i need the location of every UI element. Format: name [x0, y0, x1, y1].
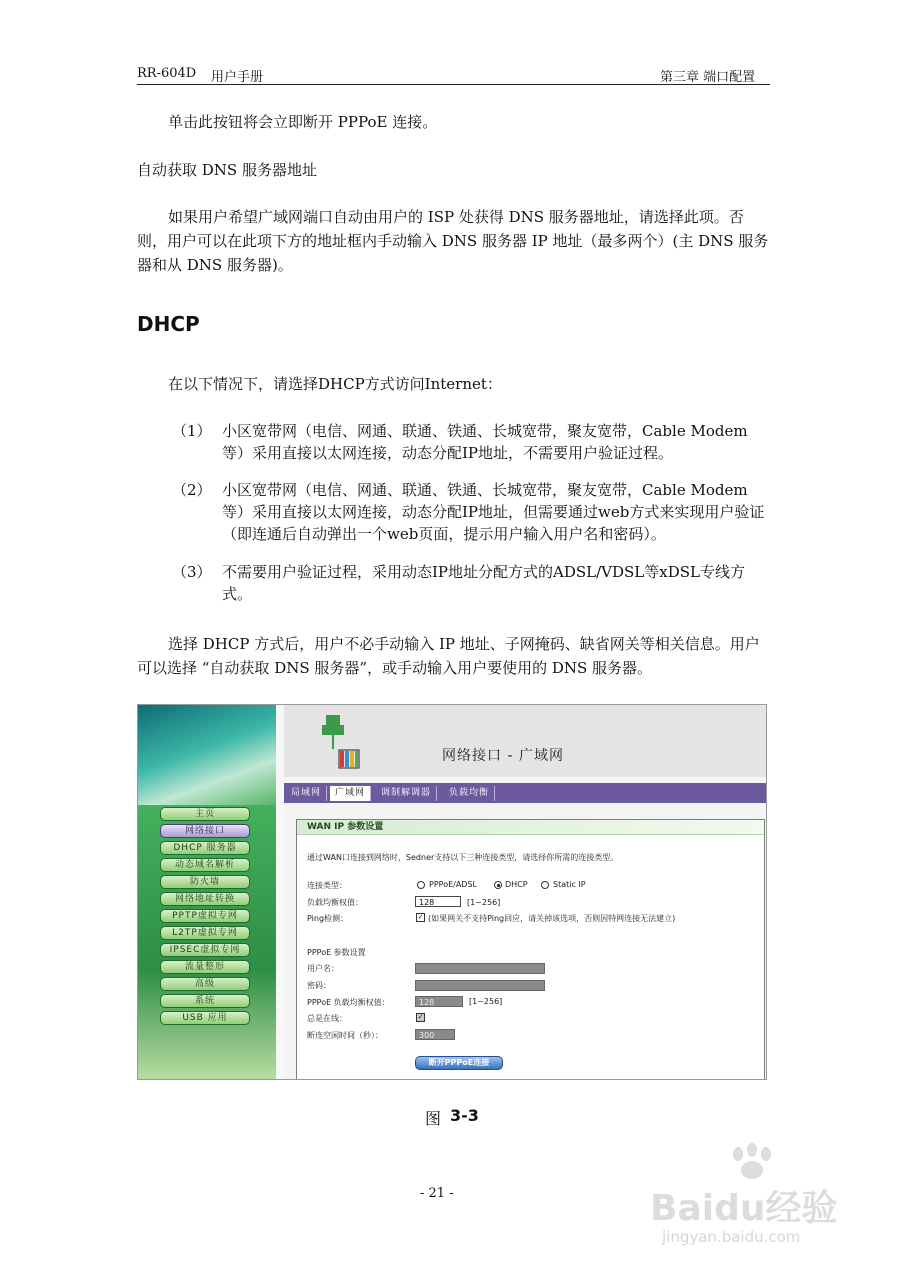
always-on-label: 总是在线：	[307, 1014, 347, 1023]
radio-dhcp-label: DHCP	[505, 880, 528, 889]
pppoe-weight-label: PPPoE 负载均衡权值：	[307, 998, 390, 1007]
radio-pppoe[interactable]	[417, 881, 425, 889]
list-number: （1）	[172, 422, 212, 440]
panel-title: WAN IP 参数设置	[297, 820, 764, 835]
radio-dhcp[interactable]	[494, 881, 502, 889]
sidebar-item-advanced[interactable]: 高级	[160, 977, 250, 991]
idle-time-input[interactable]: 300	[415, 1029, 455, 1040]
pppoe-weight-input[interactable]: 128	[415, 996, 463, 1007]
password-input[interactable]	[415, 980, 545, 991]
header-rule	[137, 84, 770, 85]
network-logo-icon	[320, 713, 360, 771]
tab-load-balance[interactable]: 负载均衡	[444, 786, 495, 801]
section-title-dhcp: DHCP	[137, 312, 200, 336]
sidebar-item-l2tp-vpn[interactable]: L2TP虚拟专网	[160, 926, 250, 940]
baidu-watermark	[640, 1140, 870, 1260]
list-number: （2）	[172, 481, 212, 499]
header-chapter: 第三章 端口配置	[660, 70, 756, 85]
figure-caption-prefix: 图	[425, 1109, 442, 1128]
password-label: 密码：	[307, 981, 331, 990]
radio-pppoe-label: PPPoE/ADSL	[429, 880, 477, 889]
sidebar	[138, 705, 276, 1079]
idle-time-label: 断连空闲时间（秒）：	[307, 1031, 383, 1040]
pppoe-weight-range: [1~256]	[469, 997, 503, 1006]
sidebar-item-ipsec-vpn[interactable]: IPSEC虚拟专网	[160, 943, 250, 957]
paragraph-dns: 如果用户希望广域网端口自动由用户的 ISP 处获得 DNS 服务器地址，请选择此项。否则，用户可以在此项下方的地址框内手动输入 DNS 服务器 IP 地址（最多两个）(主 DNS 服务器和从 DNS 服务器)。	[137, 208, 769, 274]
tab-lan[interactable]: 局域网	[286, 786, 327, 801]
ping-checkbox[interactable]: ✓	[417, 913, 424, 921]
list-item: 小区宽带网（电信、网通、联通、铁通、长城宽带，聚友宽带，Cable Modem等）采用直接以太网连接，动态分配IP地址，但需要通过web方式来实现用户验证（即连通后自动弹出一个web页面，提示用户输入用户名和密码）。	[222, 481, 765, 543]
panel-intro: 通过WAN口连接到网络时，Sedner支持以下三种连接类型，请选择你所需的连接类型。	[307, 853, 619, 862]
page-banner	[284, 705, 766, 777]
watermark-url: jingyan.baidu.com	[662, 1228, 801, 1246]
username-input[interactable]	[415, 963, 545, 974]
list-item: 不需要用户验证过程，采用动态IP地址分配方式的ADSL/VDSL等xDSL专线方式。	[222, 563, 745, 603]
tab-modem[interactable]: 调制解调器	[376, 786, 437, 801]
main-content	[284, 705, 766, 1079]
sidebar-item-traffic-shaping[interactable]: 流量整形	[160, 960, 250, 974]
figure-caption-number: 3-3	[450, 1106, 479, 1125]
router-ui-screenshot	[137, 704, 767, 1080]
sidebar-banner	[138, 705, 276, 805]
tab-wan[interactable]: 广域网	[330, 786, 371, 801]
list-number: （3）	[172, 563, 212, 581]
sidebar-item-system[interactable]: 系统	[160, 994, 250, 1008]
sidebar-item-ddns[interactable]: 动态域名解析	[160, 858, 250, 872]
always-on-checkbox[interactable]: ✓	[417, 1013, 424, 1021]
sidebar-item-nat[interactable]: 网络地址转换	[160, 892, 250, 906]
radio-static-ip[interactable]	[541, 881, 549, 889]
header-title: 用户手册	[211, 70, 264, 85]
radio-static-ip-label: Static IP	[553, 880, 586, 889]
subheading-auto-dns: 自动获取 DNS 服务器地址	[137, 161, 317, 179]
weight-input[interactable]: 128	[415, 896, 461, 907]
paragraph-disconnect: 单击此按钮将会立即断开 PPPoE 连接。	[168, 113, 438, 131]
paragraph-dhcp-summary: 选择 DHCP 方式后，用户不必手动输入 IP 地址、子网掩码、缺省网关等相关信息。用户可以选择 “自动获取 DNS 服务器”，或手动输入用户要使用的 DNS 服务器。	[137, 635, 760, 677]
weight-label: 负载均衡权值：	[307, 898, 363, 907]
username-label: 用户名：	[307, 964, 339, 973]
page-title: 网络接口 - 广域网	[442, 748, 564, 764]
weight-range: [1~256]	[467, 898, 501, 907]
header-model: RR-604D	[137, 66, 197, 81]
sidebar-item-pptp-vpn[interactable]: PPTP虚拟专网	[160, 909, 250, 923]
disconnect-pppoe-button[interactable]: 断开PPPoE连接	[415, 1056, 503, 1070]
sidebar-item-dhcp-server[interactable]: DHCP 服务器	[160, 841, 250, 855]
conn-type-label: 连接类型：	[307, 881, 347, 890]
sidebar-item-firewall[interactable]: 防火墙	[160, 875, 250, 889]
wan-settings-panel	[296, 819, 765, 1080]
page-number: - 21 -	[420, 1186, 454, 1201]
ping-note: (如果网关不支持Ping回应，请关掉该选项，否则因特网连接无法建立)	[428, 914, 676, 923]
paw-icon	[720, 1142, 780, 1182]
tab-bar	[284, 783, 766, 803]
ping-label: Ping检测：	[307, 914, 349, 923]
sidebar-item-network-interface[interactable]: 网络接口	[160, 824, 250, 838]
pppoe-section-title: PPPoE 参数设置	[307, 948, 366, 957]
sidebar-item-home[interactable]: 主页	[160, 807, 250, 821]
sidebar-item-usb[interactable]: USB 应用	[160, 1011, 250, 1025]
watermark-brand: Baidu经验	[650, 1188, 838, 1229]
list-item: 小区宽带网（电信、网通、联通、铁通、长城宽带，聚友宽带，Cable Modem等）采用直接以太网连接，动态分配IP地址，不需要用户验证过程。	[222, 422, 748, 462]
paragraph-intro: 在以下情况下，请选择DHCP方式访问Internet：	[168, 375, 502, 393]
